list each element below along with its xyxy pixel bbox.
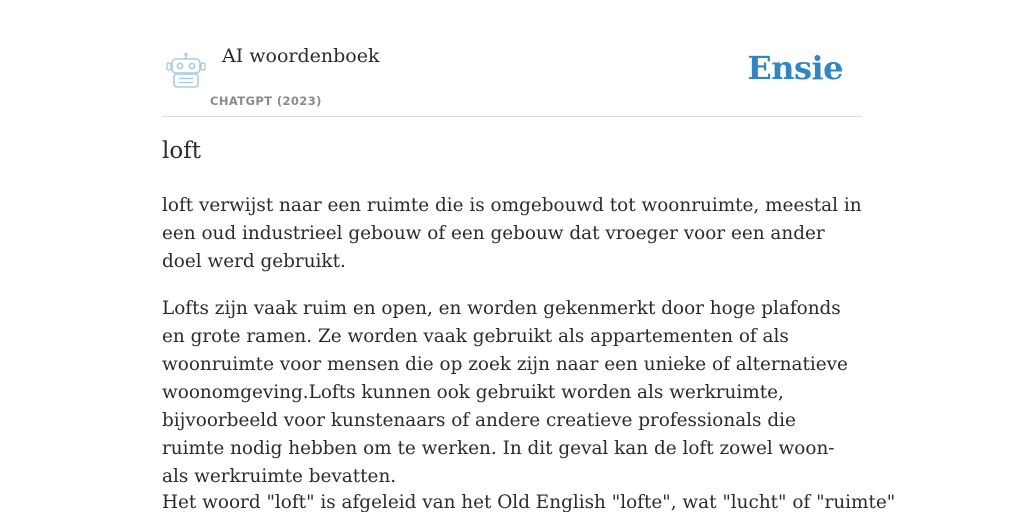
source-subtitle: CHATGPT (2023)	[210, 94, 322, 108]
definition-paragraph-3: Het woord "loft" is afgeleid van het Old English "lofte", wat "lucht" of "ruimte"	[162, 492, 896, 512]
definition-paragraph-2: Lofts zijn vaak ruim en open, en worden gekenmerkt door hoge plafonds en grote ramen. Ze worden vaak gebruikt als appartementen of als woonruimte voor mensen die op zoek zijn naar een unieke of alternatieve woonomgeving.Lofts kunnen ook gebruikt worden als werkruimte, bijvoorbeeld voor kunstenaars of andere creatieve professionals die ruimte nodig hebben om te werken. In dit geval kan de loft zowel woon- als werkruimte bevatten.	[162, 298, 848, 487]
robot-icon	[166, 52, 206, 90]
ensie-logo-link[interactable]: Ensie	[747, 49, 843, 87]
headword: loft	[162, 138, 201, 164]
definition-paragraph-1: loft verwijst naar een ruimte die is omgebouwd tot woonruimte, meestal in een oud industrieel gebouw of een gebouw dat vroeger voor een ander doel werd gebruikt.	[162, 195, 862, 272]
entry-card	[162, 0, 896, 512]
entry-header	[162, 0, 862, 117]
source-title: AI woordenboek	[222, 45, 380, 67]
